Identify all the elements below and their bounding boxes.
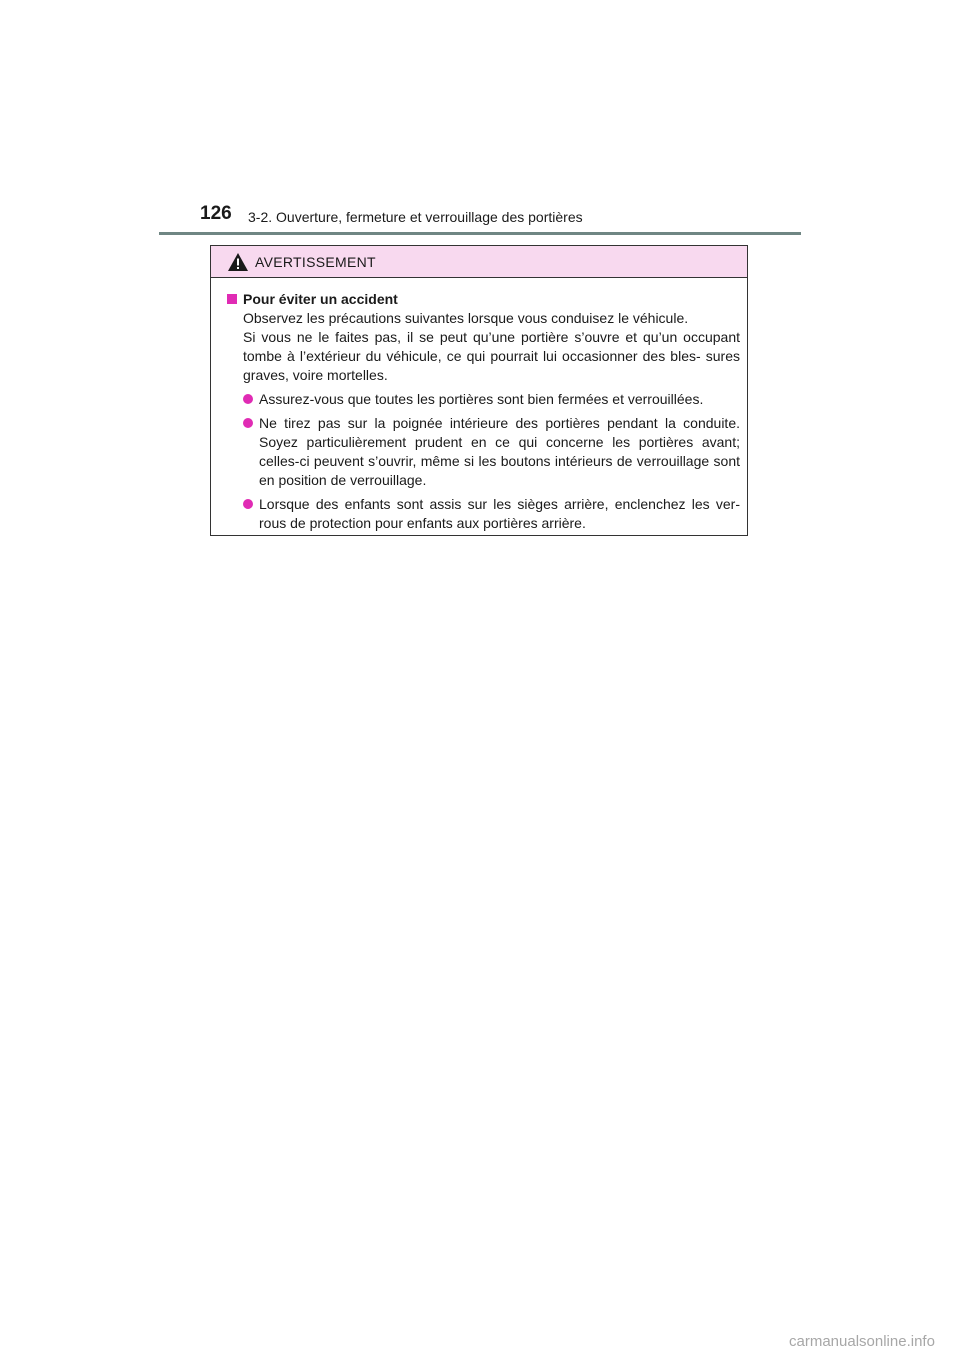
- list-item: [243, 414, 740, 490]
- warning-heading: Pour éviter un accident: [243, 291, 398, 307]
- round-bullet-icon: [243, 394, 253, 404]
- warning-box: [210, 245, 748, 536]
- round-bullet-icon: [243, 499, 253, 509]
- list-item: [243, 390, 740, 409]
- warning-paragraph: Si vous ne le faites pas, il se peut qu’une portière s’ouvre et qu’un occupant tombe à l’extérieur du véhicule, ce qui pourrait lui occasionner des bles- sures graves, voire mortelles.: [243, 329, 740, 383]
- list-item: [243, 495, 740, 533]
- header-divider: [159, 232, 801, 235]
- section-title: 3-2. Ouverture, fermeture et verrouillage des portières: [248, 209, 583, 225]
- round-bullet-icon: [243, 418, 253, 428]
- warning-heading-row: [227, 290, 740, 309]
- warning-paragraph: Observez les précautions suivantes lorsque vous conduisez le véhicule.: [243, 310, 689, 326]
- page-number: 126: [200, 203, 232, 224]
- page-header: [200, 203, 800, 229]
- warning-body: [211, 278, 747, 533]
- warning-triangle-icon: [227, 252, 249, 272]
- warning-title: AVERTISSEMENT: [255, 254, 376, 270]
- square-bullet-icon: [227, 294, 237, 304]
- warning-header: [211, 246, 747, 278]
- warning-list: [227, 390, 740, 533]
- watermark: carmanualsonline.info: [789, 1333, 935, 1350]
- list-item-text: Lorsque des enfants sont assis sur les sièges arrière, enclenchez les ver- rous de protection pour enfants aux portières arrière.: [259, 496, 740, 531]
- list-item-text: Assurez-vous que toutes les portières sont bien fermées et verrouillées.: [259, 391, 704, 407]
- list-item-text: Ne tirez pas sur la poignée intérieure des portières pendant la conduite. Soyez particulièrement prudent en ce qui concerne les portières avant; celles-ci peuvent s’ouvrir, même si les boutons intérieurs de verrouillage sont en position de verrouillage.: [259, 415, 740, 488]
